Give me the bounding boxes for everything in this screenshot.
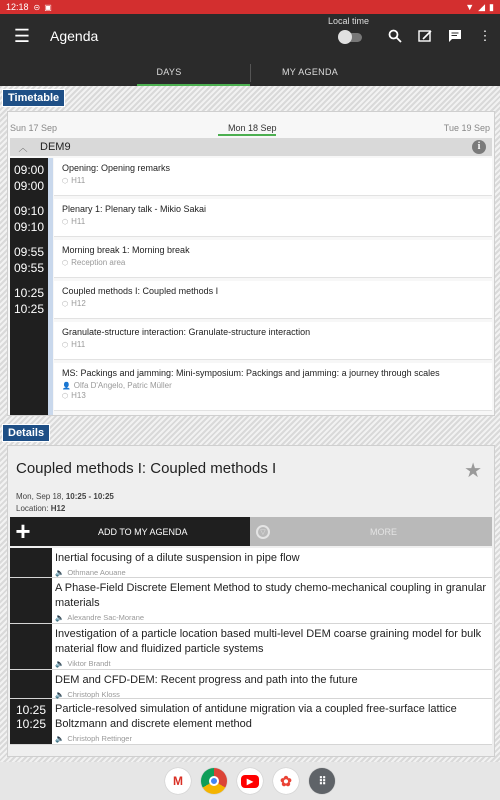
location-tag-icon: ⬡ xyxy=(62,341,69,349)
more-button[interactable] xyxy=(250,517,492,546)
day-next[interactable]: Tue 19 Sep xyxy=(443,123,490,133)
talk-title: Inertial focusing of a dilute suspension in pipe flow xyxy=(55,552,300,564)
hamburger-icon[interactable]: ☰ xyxy=(13,25,31,46)
slot-start: 10:25 xyxy=(13,286,45,300)
talk-title: Particle-resolved simulation of antidune migration via a coupled free-surface lattice Boltzmann and discrete element method xyxy=(55,703,457,730)
slot-end: 09:10 xyxy=(13,220,45,234)
app-dock xyxy=(0,762,500,800)
slot-title: Granulate-structure interaction: Granulate-structure interaction xyxy=(62,327,311,337)
timetable-slot[interactable] xyxy=(10,158,492,199)
location-tag-icon: ⬡ xyxy=(62,177,69,185)
status-bar xyxy=(0,0,500,14)
session-title: Coupled methods I: Coupled methods I xyxy=(16,460,277,477)
gmail-icon[interactable]: M xyxy=(165,768,191,794)
slot-location: H13 xyxy=(71,391,86,400)
day-current[interactable]: Mon 18 Sep xyxy=(228,123,277,133)
slot-start: 09:00 xyxy=(13,163,45,177)
location-tag-icon: ⬡ xyxy=(62,218,69,226)
wifi-icon: ▼ xyxy=(465,1,475,12)
overflow-menu-icon[interactable]: ⋮ xyxy=(478,28,492,43)
timetable-panel xyxy=(7,111,495,416)
session-location-value: H12 xyxy=(50,504,66,513)
app-drawer-icon[interactable]: ⠿ xyxy=(309,768,335,794)
speaker-icon: 🔈 xyxy=(55,659,65,668)
room-header[interactable] xyxy=(10,138,492,156)
slot-end: 09:00 xyxy=(13,179,45,193)
slot-title: Coupled methods I: Coupled methods I xyxy=(62,286,219,296)
timetable-slot[interactable] xyxy=(10,240,492,281)
slot-title: MS: Packings and jamming: Mini-symposium: Packings and jamming: a journey through scales xyxy=(62,368,440,378)
session-location: Location: H12 xyxy=(16,504,66,513)
photos-icon[interactable]: ✿ xyxy=(273,768,299,794)
talk-title: A Phase-Field Discrete Element Method to study chemo-mechanical coupling in granular materials xyxy=(55,582,487,609)
talk-item[interactable] xyxy=(10,624,492,670)
talk-author: Christoph Rettinger xyxy=(67,734,132,743)
slot-location: Reception area xyxy=(71,258,126,267)
talk-author: Alexandre Sac-Morane xyxy=(67,613,145,622)
session-time: 10:25 - 10:25 xyxy=(65,492,114,501)
add-to-agenda-label: ADD TO MY AGENDA xyxy=(98,526,188,537)
talk-author: Christoph Kloss xyxy=(67,690,120,699)
talk-item[interactable] xyxy=(10,670,492,699)
speaker-icon: 🔈 xyxy=(55,568,65,577)
location-tag-icon: ⬡ xyxy=(62,300,69,308)
day-current-indicator xyxy=(218,134,276,136)
add-to-agenda-button[interactable] xyxy=(10,517,250,546)
timetable-slot[interactable] xyxy=(10,363,492,413)
talk-author: Othmane Aouane xyxy=(67,568,126,577)
slot-end: 09:55 xyxy=(13,261,45,275)
room-name: DEM9 xyxy=(40,141,71,153)
local-time-switch[interactable] xyxy=(340,33,362,42)
battery-icon: ▮ xyxy=(489,1,494,12)
slot-start: 09:55 xyxy=(13,245,45,259)
signal-icon: ◢ xyxy=(478,1,486,12)
talk-item[interactable] xyxy=(10,578,492,624)
slot-location: H11 xyxy=(71,217,86,226)
person-icon: 👤 xyxy=(62,382,71,390)
talk-end: 10:25 xyxy=(15,717,47,731)
star-icon[interactable]: ★ xyxy=(464,460,482,482)
chrome-icon[interactable] xyxy=(201,768,227,794)
app-bar xyxy=(0,14,500,58)
timetable-slot[interactable] xyxy=(10,199,492,240)
details-section-label: Details xyxy=(2,424,50,442)
info-icon[interactable]: i xyxy=(472,140,486,154)
sim-icon: ▣ xyxy=(44,2,52,12)
talk-item[interactable] xyxy=(10,699,492,745)
slot-location: H11 xyxy=(71,340,86,349)
slot-end: 10:25 xyxy=(13,302,45,316)
talk-author: Viktor Brandt xyxy=(67,659,111,668)
youtube-icon[interactable]: ▶ xyxy=(237,768,263,794)
slot-title: Opening: Opening remarks xyxy=(62,163,171,173)
slot-location: H12 xyxy=(71,299,86,308)
location-tag-icon: ⬡ xyxy=(62,392,69,400)
more-circle-icon: ▽ xyxy=(250,517,276,546)
talk-title: DEM and CFD-DEM: Recent progress and path into the future xyxy=(55,674,358,686)
location-tag-icon: ⬡ xyxy=(62,259,69,267)
slot-start: 09:10 xyxy=(13,204,45,218)
slot-persons: Olfa D'Angelo, Patric Müller xyxy=(73,381,172,390)
day-prev[interactable]: Sun 17 Sep xyxy=(10,123,58,133)
local-time-label: Local time xyxy=(328,16,370,26)
tab-my-agenda-label: MY AGENDA xyxy=(282,67,339,77)
page-title: Agenda xyxy=(50,28,99,44)
tab-bar xyxy=(0,58,500,86)
timetable-section-label: Timetable xyxy=(2,89,65,107)
more-label: MORE xyxy=(370,526,397,537)
tab-my-agenda[interactable] xyxy=(250,58,500,86)
slot-title: Plenary 1: Plenary talk - Mikio Sakai xyxy=(62,204,207,214)
edit-note-icon[interactable] xyxy=(410,14,440,58)
talk-start: 10:25 xyxy=(15,703,47,717)
session-actions xyxy=(10,517,492,546)
talk-title: Investigation of a particle location based multi-level DEM coarse graining model for bulk material flow and fluidized particle systems xyxy=(55,628,482,655)
slot-title: Morning break 1: Morning break xyxy=(62,245,190,255)
session-date: Mon, Sep 18, 10:25 - 10:25 xyxy=(16,492,114,501)
timetable-slot[interactable] xyxy=(10,322,492,363)
slot-location: H11 xyxy=(71,176,86,185)
day-selector xyxy=(8,112,494,135)
plus-icon: + xyxy=(15,516,31,546)
chat-icon[interactable] xyxy=(440,14,470,58)
timetable-slot[interactable] xyxy=(10,281,492,322)
talk-list xyxy=(10,548,492,745)
record-icon: ⊝ xyxy=(33,2,41,12)
tab-days[interactable] xyxy=(0,58,250,86)
tab-days-label: DAYS xyxy=(156,67,182,77)
status-time: 12:18 xyxy=(6,2,29,12)
speaker-icon: 🔈 xyxy=(55,734,65,743)
speaker-icon: 🔈 xyxy=(55,613,65,622)
local-time-toggle[interactable] xyxy=(328,14,380,58)
chevron-up-icon[interactable]: ︿ xyxy=(18,142,28,153)
speaker-icon: 🔈 xyxy=(55,690,65,699)
talk-item[interactable] xyxy=(10,548,492,578)
details-panel xyxy=(7,445,495,757)
